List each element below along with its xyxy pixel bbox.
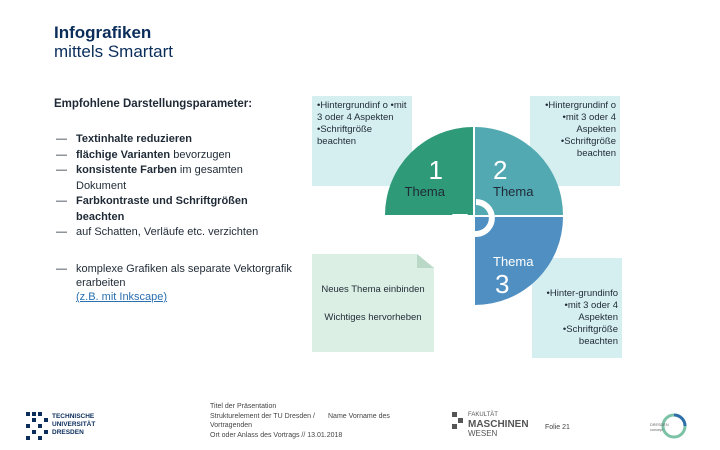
svg-text:concept: concept: [650, 428, 664, 432]
params-item: — Farbkontraste und Schriftgrößen beachten: [54, 194, 294, 225]
dresden-concept-logo: [650, 410, 690, 442]
svg-text:WESEN: WESEN: [468, 429, 498, 438]
svg-text:MASCHINEN: MASCHINEN: [468, 419, 529, 430]
quadrant-3-number: 3: [495, 269, 510, 299]
note-top-right: •Hintergrundinf o •mit 3 oder 4 Aspekten •Schriftgröße beachten: [530, 96, 620, 186]
params-item: — Textinhalte reduzieren: [54, 132, 294, 148]
footer-meta: [210, 402, 450, 440]
sticky-note-text-2: Wichtiges hervorheben: [324, 312, 422, 323]
params-item: — auf Schatten, Verläufe etc. verzichten: [54, 225, 294, 241]
note-top-left: •Hintergrundinf o •mit 3 oder 4 Aspekten •Schriftgröße beachten: [312, 96, 412, 186]
params-list: [54, 132, 294, 241]
tu-dresden-logo: [26, 408, 156, 444]
sticky-note-text-1: Neues Thema einbinden: [321, 284, 425, 295]
params-item: — konsistente Farben im gesamten Dokument: [54, 163, 294, 194]
footer-meta-speaker: Vortragenden: [210, 422, 253, 429]
svg-text:UNIVERSITÄT: UNIVERSITÄT: [52, 421, 96, 428]
params-heading: Empfohlene Darstellungsparameter:: [54, 98, 253, 110]
sticky-note: [312, 254, 434, 352]
faculty-logo: [452, 406, 532, 438]
quadrant-2-label: Thema: [493, 184, 534, 199]
footer-meta-org: Strukturelement der TU Dresden /: [210, 412, 315, 420]
params-item-extra: — komplexe Grafiken als separate Vektorgrafik erarbeiten (z.B. mit Inkscape): [54, 262, 294, 304]
svg-text:DRESDEN: DRESDEN: [650, 423, 669, 427]
note-bottom-right: •Hinter-grundinfo •mit 3 oder 4 Aspekten •Schriftgröße beachten: [532, 258, 622, 358]
cycle-arrow-icon: [446, 190, 506, 250]
quadrant-1-number: 1: [428, 155, 443, 185]
params-list-extra: [54, 262, 294, 304]
footer-meta-place: Ort oder Anlass des Vortrags // 13.01.2018: [210, 431, 343, 439]
footer-meta-name: Name Vorname des: [328, 412, 390, 420]
svg-text:TECHNISCHE: TECHNISCHE: [52, 413, 95, 420]
quadrant-1-label: Thema: [404, 184, 445, 199]
page-number: Folie 21: [545, 424, 570, 431]
footer-meta-title: Titel der Präsentation: [210, 403, 277, 410]
footer-meta-org-row: [210, 412, 450, 422]
slide-subtitle: mittels Smartart: [54, 42, 174, 61]
params-item: — flächige Varianten bevorzugen: [54, 148, 294, 164]
svg-text:FAKULTÄT: FAKULTÄT: [468, 412, 498, 418]
svg-text:DRESDEN: DRESDEN: [52, 429, 84, 436]
slide-title: Infografiken: [54, 23, 152, 42]
inkscape-link[interactable]: (z.B. mit Inkscape): [76, 291, 168, 303]
quadrant-2-number: 2: [493, 155, 508, 185]
quadrant-3-label: Thema: [493, 254, 534, 269]
